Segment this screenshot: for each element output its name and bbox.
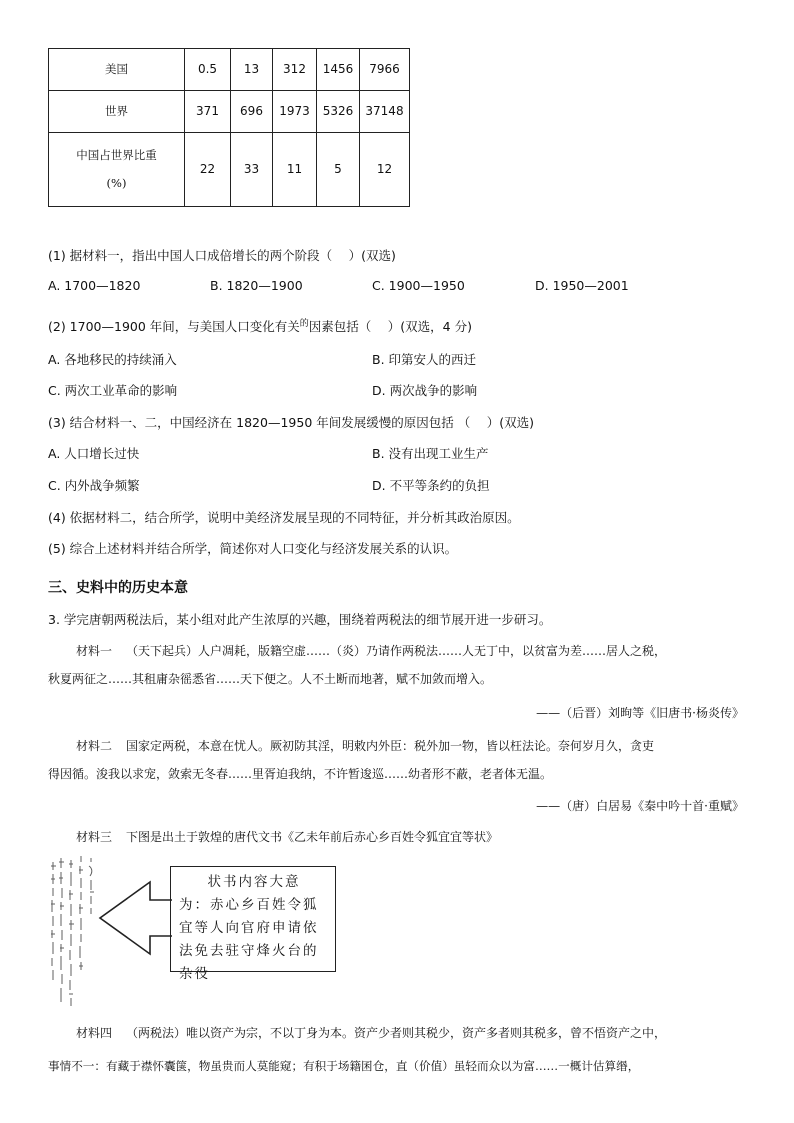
q2-stem-tail: 因素包括（ ）(双选，4 分) [308,319,472,335]
material-text-line: （天下起兵）人户凋耗，版籍空虚……（炎）乃请作两税法……人无丁中，以贫富为差……居人之税， [126,644,667,658]
dunhuang-manuscript-image [47,852,99,1012]
population-table [48,48,410,207]
material-2 [76,732,752,760]
row-label-world: 世界 [49,91,185,133]
material-4 [76,1019,752,1047]
table-cell: 0.5 [185,49,231,91]
q2-option-a: A. 各地移民的持续涌入 [48,352,177,367]
question-1-stem: (1) 据材料一，指出中国人口成倍增长的两个阶段（ ）(双选) [48,248,396,263]
table-cell: 312 [273,49,317,91]
q1-option-b: B. 1820—1900 [210,278,303,293]
left-arrow-icon [98,880,172,956]
row-label-line: (%) [106,175,127,190]
material-label: 材料一 [76,644,113,658]
question-3-stem: (3) 结合材料一、二，中国经济在 1820—1950 年间发展缓慢的原因包括 （ ）(双选) [48,415,534,430]
material-1-citation: ——（后晋）刘昫等《旧唐书·杨炎传》 [536,706,744,720]
question-5-stem: (5) 综合上述材料并结合所学，简述你对人口变化与经济发展关系的认识。 [48,541,458,556]
q1-option-a: A. 1700—1820 [48,278,141,293]
table-cell: 33 [231,133,273,207]
q3-option-c: C. 内外战争频繁 [48,478,140,493]
material-label: 材料三 [76,830,113,844]
row-label-line: 中国占世界比重 [76,147,157,162]
table-cell: 696 [231,91,273,133]
table-cell: 12 [360,133,410,207]
table-cell: 1456 [317,49,360,91]
table-cell: 13 [231,49,273,91]
material-label: 材料四 [76,1026,113,1040]
row-label-usa: 美国 [49,49,185,91]
summary-line: 法免去驻守烽火台的 [179,943,319,959]
table-cell: 5326 [317,91,360,133]
material-1 [76,637,752,665]
row-label-china-share [49,133,185,207]
material-text-line: 得因循。浚我以求宠，敛索无冬春……里胥迫我纳，不许暂逡巡……幼者形不蔽，老者体无温。 [48,767,553,781]
q2-option-c: C. 两次工业革命的影响 [48,383,178,398]
table-cell: 371 [185,91,231,133]
material-text-line: 事情不一：有藏于襟怀囊箧，物虽贵而人莫能窥；有积于场籍囷仓，直（价值）虽轻而众以为富……一概计估算缗， [48,1059,640,1073]
document-summary-box [170,866,336,982]
table-cell: 5 [317,133,360,207]
table-cell: 7966 [360,49,410,91]
section-3-title: 三、史料中的历史本意 [48,580,188,596]
question-3-intro: 3. 学完唐朝两税法后，某小组对此产生浓厚的兴趣，围绕着两税法的细节展开进一步研习。 [48,612,552,627]
q2-option-b: B. 印第安人的西迁 [372,352,477,367]
table-row [49,49,410,91]
q3-option-d: D. 不平等条约的负担 [372,478,490,493]
table-cell: 22 [185,133,231,207]
material-text-line: 下图是出土于敦煌的唐代文书《乙未年前后赤心乡百姓令狐宜宜等状》 [126,830,499,844]
material-text-line: 秋夏两征之……其租庸杂徭悉省……天下便之。人不土断而地著，赋不加敛而增入。 [48,672,493,686]
table-row [49,133,410,207]
q1-option-c: C. 1900—1950 [372,278,465,293]
summary-line: 宜等人向官府申请依 [179,920,319,936]
material-label: 材料二 [76,739,113,753]
table-cell: 11 [273,133,317,207]
q1-option-d: D. 1950—2001 [535,278,629,293]
summary-line: 为：赤心乡百姓令狐 [179,897,319,913]
q3-option-b: B. 没有出现工业生产 [372,446,489,461]
table-cell: 1973 [273,91,317,133]
table-row [49,91,410,133]
q3-option-a: A. 人口增长过快 [48,446,140,461]
table-cell: 37148 [360,91,410,133]
material-text-line: 国家定两税，本意在忧人。厥初防其淫，明敕内外臣：税外加一物，皆以枉法论。奈何岁月久，贪吏 [126,739,655,753]
q2-option-d: D. 两次战争的影响 [372,383,478,398]
material-text-line: （两税法）唯以资产为宗，不以丁身为本。资产少者则其税少，资产多者则其税多，曾不悟资产之中， [126,1026,667,1040]
question-4-stem: (4) 依据材料二，结合所学，说明中美经济发展呈现的不同特征，并分析其政治原因。 [48,510,520,525]
summary-line: 杂役 [179,966,210,982]
q2-stem-text: (2) 1700—1900 年间，与美国人口变化有关 [48,319,300,335]
material-2-citation: ——（唐）白居易《秦中吟十首·重赋》 [536,799,744,813]
q2-stem-sup: 的 [299,319,309,329]
question-2-stem [48,316,472,335]
summary-line: 状书内容大意 [207,874,301,890]
material-3 [76,823,498,851]
